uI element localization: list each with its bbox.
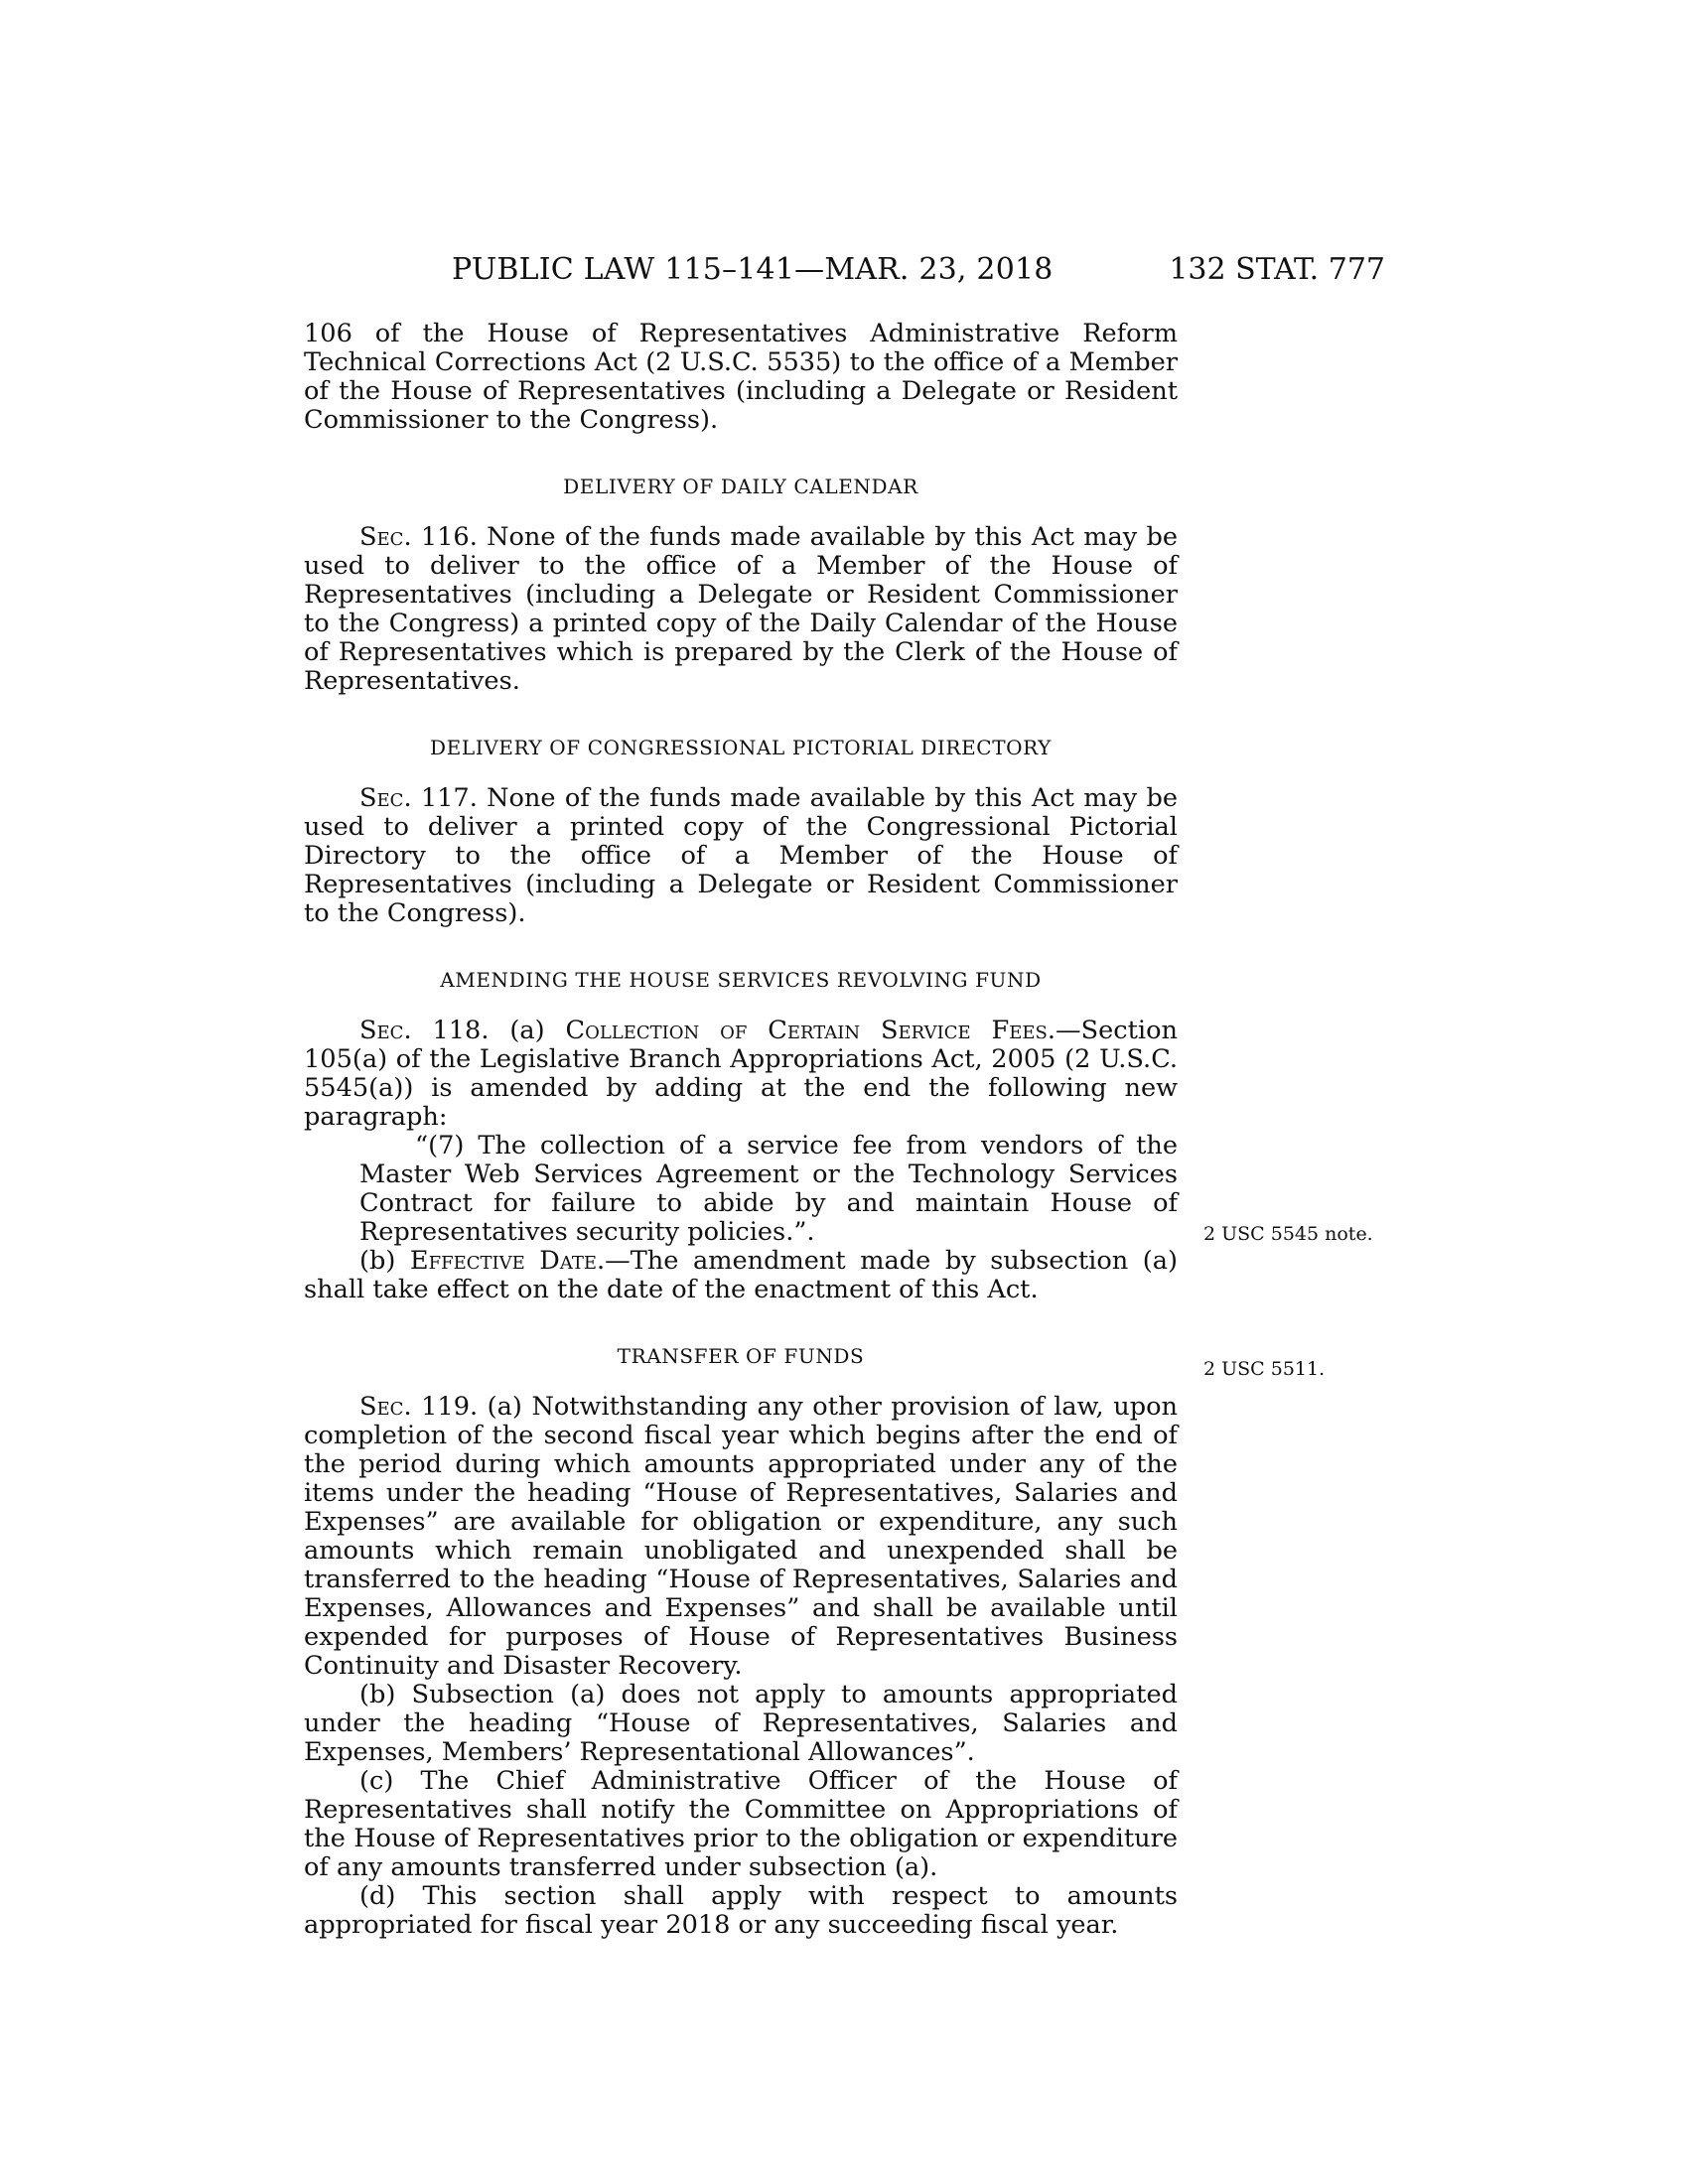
sec117-label: Sec. 117. (359, 783, 478, 813)
sec119-subsection-a (304, 1393, 1178, 1681)
sec117-text: None of the funds made available by this Act may be used to deliver a printed copy of the Congressional Pictorial Directory to the office of a Member of the House of Representatives (including a Delegate or Resident Commissioner to the Congress). (304, 783, 1178, 928)
continuation-paragraph: 106 of the House of Representatives Administrative Reform Technical Corrections Act (2 U.S.C. 5535) to the office of a Member of the House of Representatives (including a Delegate or Resident Commissioner to the Congress). (304, 319, 1178, 435)
sec116-paragraph (304, 523, 1178, 696)
sec118-a-marker: (a) (509, 1016, 545, 1045)
running-head: PUBLIC LAW 115–141—MAR. 23, 2018 (452, 252, 1054, 287)
sec116-label: Sec. 116. (359, 522, 478, 552)
sec118-quoted-paragraph: “(7) The collection of a service fee from vendors of the Master Web Services Agreement or the Technology Services Contract for failure to abide by and maintain House of Representatives security policies.”. (359, 1131, 1178, 1247)
sec119-a-text: (a) Notwithstanding any other provision of law, upon completion of the second fiscal year which begins after the end of the period during which amounts appropriated under any of the items under the heading “House of Representatives, Salaries and Expenses” are available for obligation or expenditure, any such amounts which remain unobligated and unexpended shall be transferred to the heading “House of Representatives, Salaries and Expenses, Allowances and Expenses” and shall be available until expended for purposes of House of Representatives Business Continuity and Disaster Recovery. (304, 1392, 1178, 1681)
sec118-b-caption: Effective Date. (409, 1246, 606, 1276)
sec119-subsection-d: (d) This section shall apply with respect to amounts appropriated for fiscal year 2018 or any succeeding fiscal year. (304, 1881, 1178, 1940)
sec118-heading: AMENDING THE HOUSE SERVICES REVOLVING FUND (440, 968, 1042, 992)
sec117-paragraph (304, 784, 1178, 928)
sec117-heading: DELIVERY OF CONGRESSIONAL PICTORIAL DIRECTORY (430, 736, 1052, 759)
sec119-subsection-c: (c) The Chief Administrative Officer of the House of Representatives shall notify the Committee on Appropriations of the House of Representatives prior to the obligation or expenditure of any amounts transferred under subsection (a). (304, 1766, 1178, 1882)
margin-note-2usc5545: 2 USC 5545 note. (1203, 1223, 1373, 1245)
sec116-text: None of the funds made available by this Act may be used to deliver to the office of a Member of the House of Representatives (including a Delegate or Resident Commissioner to the Congress) a printed copy of the Daily Calendar of the House of Representatives which is prepared by the Clerk of the House of Representatives. (304, 522, 1178, 696)
document-body (304, 320, 1178, 1940)
sec118-label: Sec. 118. (359, 1016, 490, 1045)
page-header (452, 252, 1385, 292)
stat-page-number: 132 STAT. 777 (1169, 252, 1385, 287)
sec118-b-text: —The amendment made by subsection (a) shall take effect on the date of the enactment of this Act. (304, 1246, 1179, 1304)
sec118-a-text: —Section 105(a) of the Legislative Branch Appropriations Act, 2005 (2 U.S.C. 5545(a)) is amended by adding at the end the following new paragraph: (304, 1016, 1178, 1132)
sec116-heading: DELIVERY OF DAILY CALENDAR (563, 475, 918, 498)
sec118-a-caption: Collection of Certain Service Fees. (565, 1016, 1056, 1045)
sec119-label: Sec. 119. (359, 1392, 479, 1422)
sec118-subsection-b (304, 1247, 1178, 1304)
sec118-subsection-a (304, 1017, 1178, 1132)
sec118-b-marker: (b) (359, 1246, 396, 1276)
sec119-heading: TRANSFER OF FUNDS (617, 1344, 865, 1368)
sec119-subsection-b: (b) Subsection (a) does not apply to amounts appropriated under the heading “House of Representatives, Salaries and Expenses, Members’ Representational Allowances”. (304, 1680, 1178, 1767)
margin-note-2usc5511: 2 USC 5511. (1203, 1358, 1326, 1380)
